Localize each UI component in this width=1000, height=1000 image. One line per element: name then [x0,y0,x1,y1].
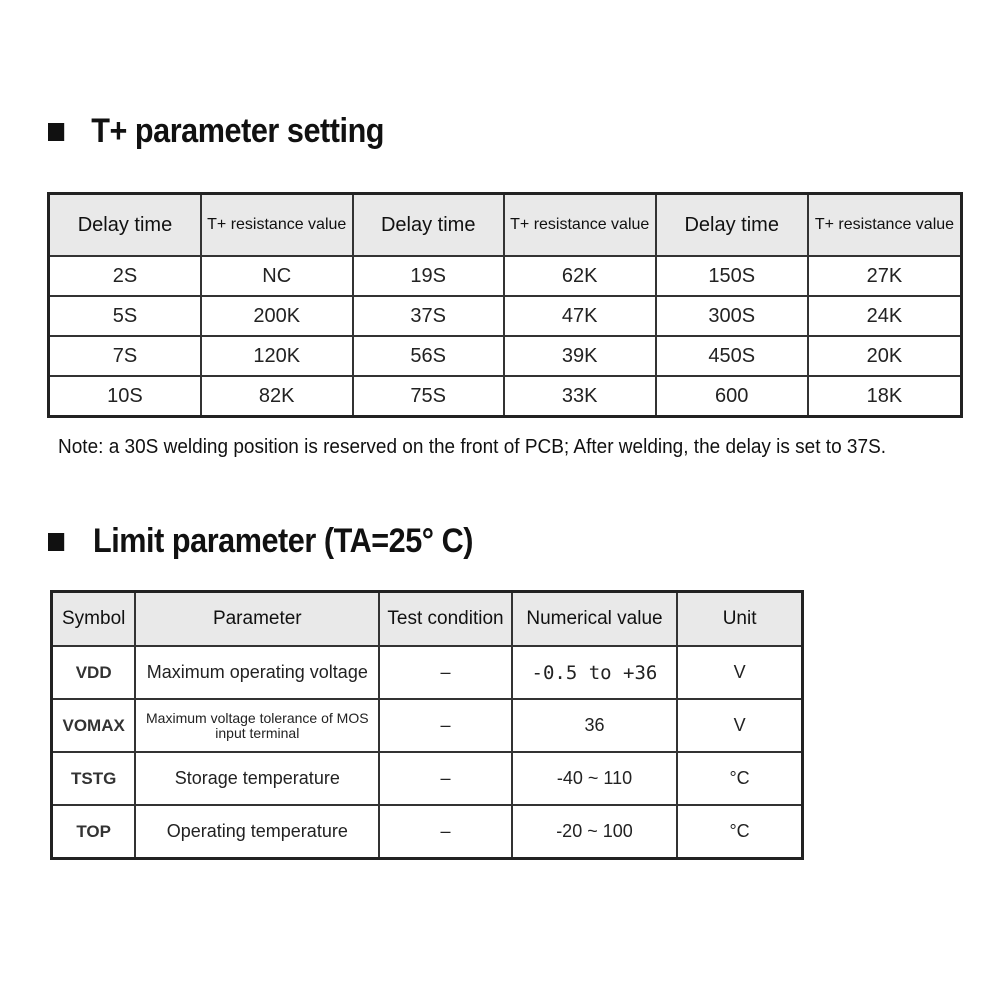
table-row [49,336,962,376]
test-condition-cell: – [379,752,512,805]
header-cell: Test condition [379,592,512,647]
table-cell: 33K [504,376,656,417]
unit-cell: V [677,646,802,699]
table-cell: 150S [656,256,808,296]
table-cell: 600 [656,376,808,417]
table-row [52,646,803,699]
header-cell: T+ resistance value [504,194,656,257]
numerical-value-cell: -0.5 to +36 [512,646,677,699]
square-bullet-icon [48,533,64,551]
unit-cell: °C [677,752,802,805]
table-cell: 200K [201,296,353,336]
table-cell: 39K [504,336,656,376]
welding-note: Note: a 30S welding position is reserved on the front of PCB; After welding, the delay is set to 37S. [58,436,887,458]
table-cell: 20K [808,336,962,376]
parameter-cell: Operating temperature [135,805,379,859]
symbol-cell: VDD [52,646,136,699]
test-condition-cell: – [379,805,512,859]
parameter-cell: Maximum voltage tolerance of MOS input terminal [135,699,379,752]
unit-cell: °C [677,805,802,859]
section-title-text: Limit parameter (TA=25° C) [93,522,474,560]
table-row [49,296,962,336]
unit-cell: V [677,699,802,752]
table-cell: 120K [201,336,353,376]
t-parameter-table [47,192,963,418]
table-row [52,752,803,805]
numerical-value-cell: 36 [512,699,677,752]
numerical-value-cell: -20 ~ 100 [512,805,677,859]
header-cell: Numerical value [512,592,677,647]
table-cell: 5S [49,296,201,336]
table-cell: 24K [808,296,962,336]
header-cell: Unit [677,592,802,647]
test-condition-cell: – [379,699,512,752]
header-cell: Symbol [52,592,136,647]
table-cell: 19S [353,256,504,296]
parameter-cell: Maximum operating voltage [135,646,379,699]
table-header-row [52,592,803,647]
table-cell: 18K [808,376,962,417]
table-cell: 27K [808,256,962,296]
table-cell: 300S [656,296,808,336]
table-row [49,256,962,296]
table-cell: 2S [49,256,201,296]
header-cell: T+ resistance value [201,194,353,257]
table-row [49,376,962,417]
numerical-value-cell: -40 ~ 110 [512,752,677,805]
table-header-row [49,194,962,257]
table-cell: 82K [201,376,353,417]
square-bullet-icon [48,123,64,141]
header-cell: T+ resistance value [808,194,962,257]
section-title-limit-parameter [48,522,473,561]
section-title-t-parameter [48,112,384,151]
table-cell: 47K [504,296,656,336]
limit-parameter-table [50,590,804,860]
section-title-text: T+ parameter setting [91,112,385,150]
table-cell: 56S [353,336,504,376]
table-row [52,805,803,859]
parameter-cell: Storage temperature [135,752,379,805]
table-cell: 10S [49,376,201,417]
symbol-cell: TSTG [52,752,136,805]
header-cell: Parameter [135,592,379,647]
test-condition-cell: – [379,646,512,699]
symbol-cell: VOMAX [52,699,136,752]
header-cell: Delay time [656,194,808,257]
table-cell: 62K [504,256,656,296]
table-row [52,699,803,752]
header-cell: Delay time [49,194,201,257]
table-cell: 7S [49,336,201,376]
table-cell: 450S [656,336,808,376]
table-cell: 37S [353,296,504,336]
header-cell: Delay time [353,194,504,257]
table-cell: NC [201,256,353,296]
symbol-cell: TOP [52,805,136,859]
table-cell: 75S [353,376,504,417]
